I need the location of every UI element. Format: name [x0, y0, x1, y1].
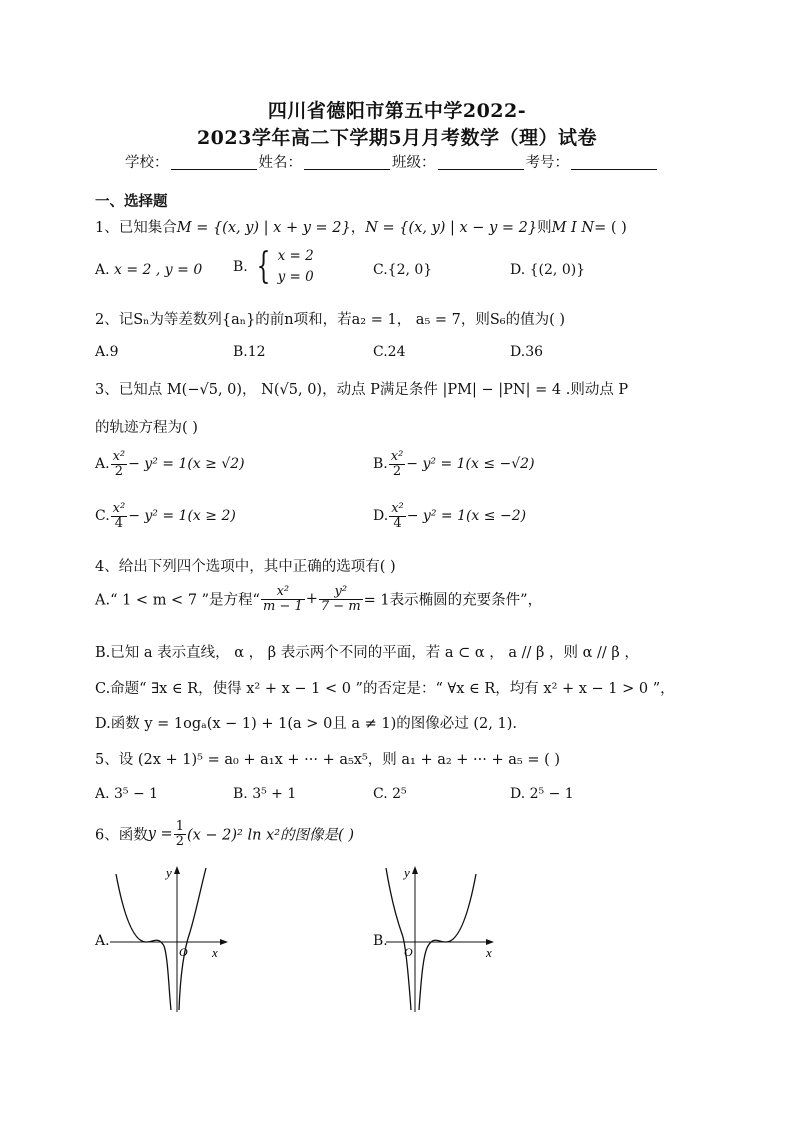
left-brace: {: [256, 245, 271, 287]
class-label: 班级：: [392, 155, 436, 171]
x-axis-arrow: [220, 939, 228, 945]
school-blank[interactable]: [171, 155, 257, 170]
question-1-option-c[interactable]: C.{2, 0}: [373, 262, 433, 278]
question-2-option-d[interactable]: D.36: [510, 344, 544, 360]
exam-number-blank[interactable]: [571, 155, 657, 170]
student-info-line: [125, 151, 659, 172]
question-4-stem: 4、给出下列四个选项中，其中正确的选项有( ): [95, 559, 396, 575]
question-3-stem-line1: 3、已知点 M(−√5, 0)， N(√5, 0)，动点 P满足条件 |PM| − |PN| = 4 .则动点 P: [95, 382, 629, 398]
question-1-option-d[interactable]: D. {(2, 0)}: [510, 262, 586, 278]
y-axis-arrow: [174, 866, 180, 874]
name-label: 姓名：: [258, 155, 302, 171]
question-3-option-c[interactable]: C. $\frac{\text{x²}}{4}$ − y² = 1(x ≥ 2): [95, 501, 236, 531]
question-6-option-a-graph[interactable]: [108, 862, 234, 1014]
question-3-option-b[interactable]: B. $\frac{\text{x²}}{2}$ − y² = 1(x ≤ −√2): [373, 449, 535, 479]
question-5-option-b[interactable]: B. 3⁵ + 1: [233, 786, 297, 802]
question-5-stem: 5、设 (2x + 1)⁵ = a₀ + a₁x + ··· + a₅x⁵，则 a₁ + a₂ + ··· + a₅ = ( ): [95, 752, 560, 768]
question-1-option-a[interactable]: A. x = 2 , y = 0: [95, 262, 203, 278]
question-5-option-c[interactable]: C. 2⁵: [373, 786, 407, 802]
x-axis-label: x: [486, 945, 492, 960]
exam-number-label: 考号：: [525, 155, 569, 171]
origin-label: O: [179, 945, 188, 959]
question-6-stem: 6、函数y = $\frac{1}{2}$ (x − 2)² ln x²的图像是( ): [95, 819, 354, 849]
y-axis-label: y: [166, 865, 172, 880]
question-2-stem: 2、记Sₙ为等差数列{aₙ}的前n项和，若a₂ = 1， a₅ = 7，则S₆的值为( ): [95, 312, 566, 328]
question-1-stem: 1、已知集合M = {(x, y) | x + y = 2}，N = {(x, y) | x − y = 2}则M I N= ( ): [95, 220, 627, 236]
question-3-option-d[interactable]: D. $\frac{\text{x²}}{4}$ − y² = 1(x ≤ −2): [373, 501, 527, 531]
exam-title-line2: 2023学年高二下学期5月月考数学（理）试卷: [196, 127, 598, 149]
question-2-option-c[interactable]: C.24: [373, 344, 406, 360]
question-6-option-b-graph[interactable]: [384, 862, 510, 1014]
curve-right: [179, 868, 206, 1010]
question-4-option-a[interactable]: A.“ 1 < m < 7 ”是方程“ $\frac{\text{x²}}{m - 1}$ + $\frac{\text{y²}}{7 - m}$ = 1表示椭圆的充要条件”，: [95, 584, 543, 614]
exam-title-line1: 四川省德阳市第五中学2022-: [267, 100, 527, 122]
question-6-option-a-label[interactable]: A.: [95, 933, 110, 949]
question-1-option-b[interactable]: B. { x = 2 y = 0: [233, 245, 314, 287]
question-4-option-b[interactable]: B.已知 a 表示直线， α ， β 表示两个不同的平面，若 a ⊂ α ， a // β ，则 α // β ，: [95, 645, 639, 661]
question-4-option-c[interactable]: C.命题“ ∃x ∈ R，使得 x² + x − 1 < 0 ”的否定是：“ ∀x ∈ R，均有 x² + x − 1 > 0 ”，: [95, 681, 675, 697]
question-5-option-a[interactable]: A. 3⁵ − 1: [95, 786, 159, 802]
school-label: 学校：: [125, 155, 169, 171]
question-6-option-b-label[interactable]: B.: [373, 933, 388, 949]
question-2-option-a[interactable]: A.9: [95, 344, 119, 360]
question-5-option-d[interactable]: D. 2⁵ − 1: [510, 786, 574, 802]
question-3-stem-line2: 的轨迹方程为( ): [95, 420, 198, 436]
curve-left: [386, 868, 411, 1010]
name-blank[interactable]: [304, 155, 390, 170]
section-title: 一、选择题: [95, 193, 168, 210]
question-2-option-b[interactable]: B.12: [233, 344, 266, 360]
y-axis-arrow: [412, 866, 418, 874]
question-3-option-a[interactable]: A. $\frac{\text{x²}}{2}$ − y² = 1(x ≥ √2): [95, 449, 245, 479]
origin-label: O: [404, 945, 413, 959]
class-blank[interactable]: [438, 155, 524, 170]
x-axis-label: x: [212, 945, 218, 960]
question-4-option-d[interactable]: D.函数 y = 1ogₐ(x − 1) + 1(a > 0且 a ≠ 1)的图像必过 (2, 1).: [95, 716, 517, 732]
y-axis-label: y: [404, 865, 410, 880]
